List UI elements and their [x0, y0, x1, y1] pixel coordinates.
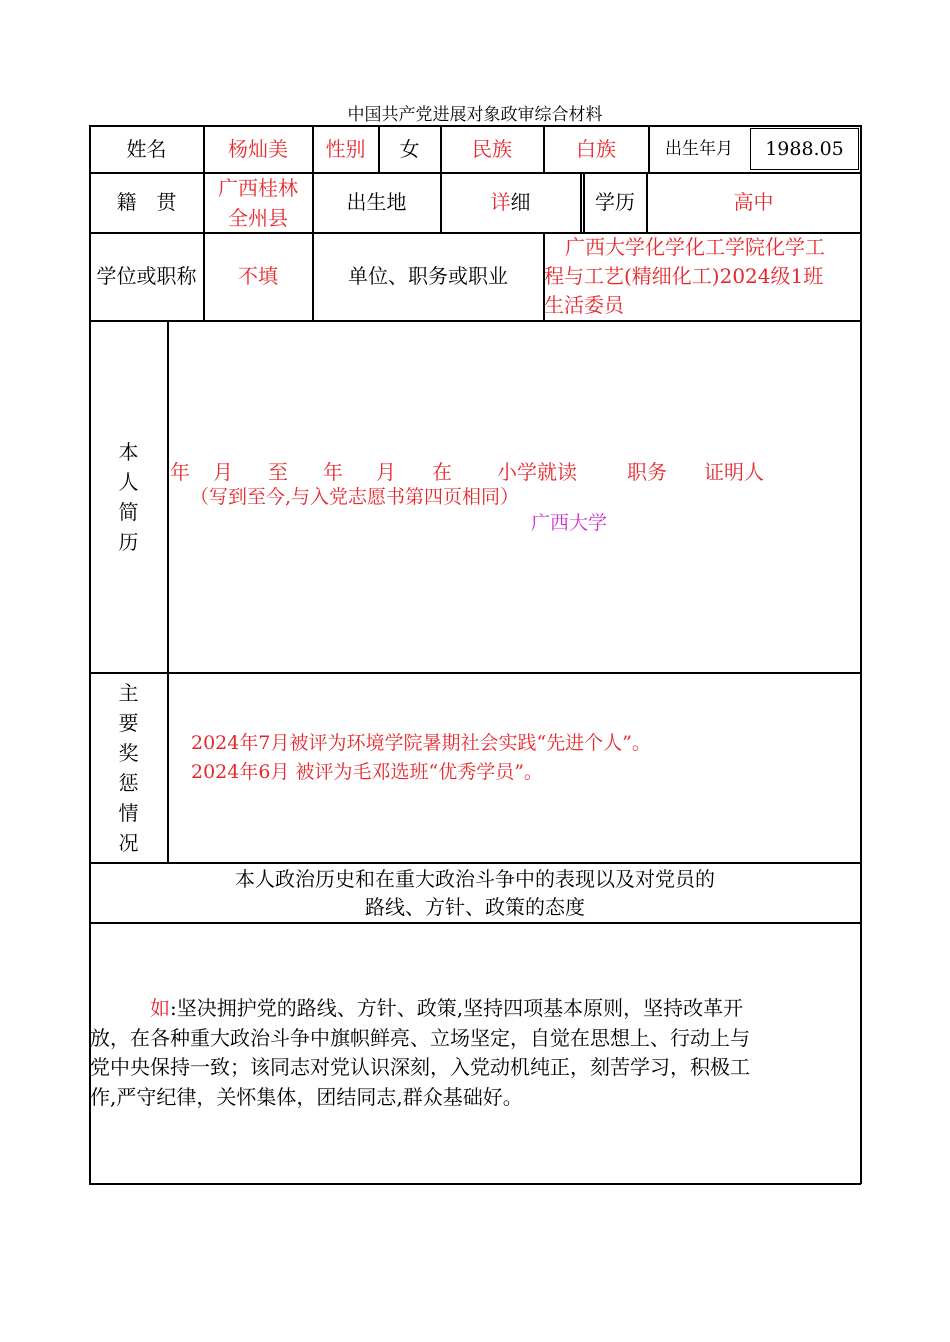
awards-label	[90, 673, 167, 862]
ethnicity-value: 白族	[576, 136, 616, 161]
name-value: 杨灿美	[228, 136, 288, 161]
resume-col-month-end: 月	[376, 460, 396, 484]
resume-label-char: 本	[118, 439, 139, 464]
native-label: 籍 贯	[116, 190, 177, 214]
politics-line1-text: :坚决拥护党的路线、方针、政策,坚持四项基本原则，坚持改革开	[170, 996, 744, 1020]
native-value	[204, 173, 312, 232]
resume-col-school: 小学就读	[497, 460, 577, 484]
resume-col-month: 月	[213, 460, 233, 484]
politics-header	[90, 863, 860, 922]
politics-lead: 如	[150, 996, 170, 1020]
native-value-line2: 全州县	[228, 205, 288, 230]
resume-school: 广西大学	[531, 512, 608, 534]
politics-line1	[90, 994, 860, 1024]
birthplace-label: 出生地	[346, 190, 407, 214]
birthplace-value	[441, 173, 580, 232]
politics-line3: 党中央保持一致；该同志对党认识深刻，入党动机纯正，刻苦学习，积极工	[90, 1055, 750, 1079]
birthplace-value-red: 详	[490, 190, 511, 214]
resume-col-position: 职务	[627, 460, 667, 484]
resume-col-at: 在	[432, 460, 452, 484]
unit-value-line3: 生活委员	[544, 293, 624, 317]
degree-label: 学位或职称	[96, 264, 197, 288]
awards-label-char: 主	[118, 680, 139, 705]
native-value-line1: 广西桂林	[218, 175, 298, 200]
gender-label: 性别	[325, 136, 366, 161]
resume-col-year: 年	[170, 460, 190, 484]
politics-header-line1: 本人政治历史和在重大政治斗争中的表现以及对党员的	[235, 866, 715, 891]
awards-label-char: 惩	[118, 770, 139, 795]
awards-label-char: 况	[118, 830, 139, 855]
resume-columns	[0, 459, 950, 485]
resume-label-char: 历	[118, 529, 139, 554]
birth-label: 出生年月	[665, 138, 733, 159]
politics-body	[90, 994, 860, 1112]
name-label: 姓名	[126, 136, 167, 161]
resume-label-char: 简	[118, 499, 139, 524]
politics-line4: 作,严守纪律，关怀集体，团结同志,群众基础好。	[90, 1084, 523, 1109]
resume-col-year-end: 年	[323, 460, 343, 484]
resume-label	[90, 321, 167, 672]
awards-label-char: 情	[118, 800, 139, 825]
unit-value-line1: 广西大学化学化工学院化学工	[565, 235, 825, 259]
education-label: 学历	[595, 190, 635, 214]
award-item: 2024年7月被评为环境学院暑期社会实践“先进个人”。	[191, 732, 651, 754]
awards-label-char: 奖	[118, 740, 139, 765]
resume-label-char: 人	[118, 469, 139, 494]
birthplace-value-black: 细	[510, 190, 531, 214]
politics-line2: 放，在各种重大政治斗争中旗帜鲜亮、立场坚定，自觉在思想上、行动上与	[90, 1025, 750, 1050]
awards-list	[191, 729, 651, 787]
page-title: 中国共产党进展对象政审综合材料	[347, 105, 603, 125]
resume-col-to: 至	[268, 460, 288, 484]
ethnicity-label: 民族	[472, 136, 512, 161]
unit-value-line2: 程与工艺(精细化工)2024级1班	[544, 264, 824, 288]
unit-value	[544, 233, 860, 320]
resume-note: （写到至今,与入党志愿书第四页相同）	[190, 486, 520, 508]
resume-col-witness: 证明人	[704, 460, 764, 484]
birth-value: 1988.05	[750, 128, 859, 170]
politics-header-line2: 路线、方针、政策的态度	[365, 894, 585, 919]
award-item: 2024年6月 被评为毛邓选班“优秀学员”。	[191, 761, 543, 783]
education-value: 高中	[733, 190, 774, 214]
awards-label-char: 要	[118, 710, 139, 735]
unit-label: 单位、职务或职业	[348, 264, 508, 288]
degree-value: 不填	[238, 264, 278, 288]
gender-value: 女	[399, 136, 420, 161]
